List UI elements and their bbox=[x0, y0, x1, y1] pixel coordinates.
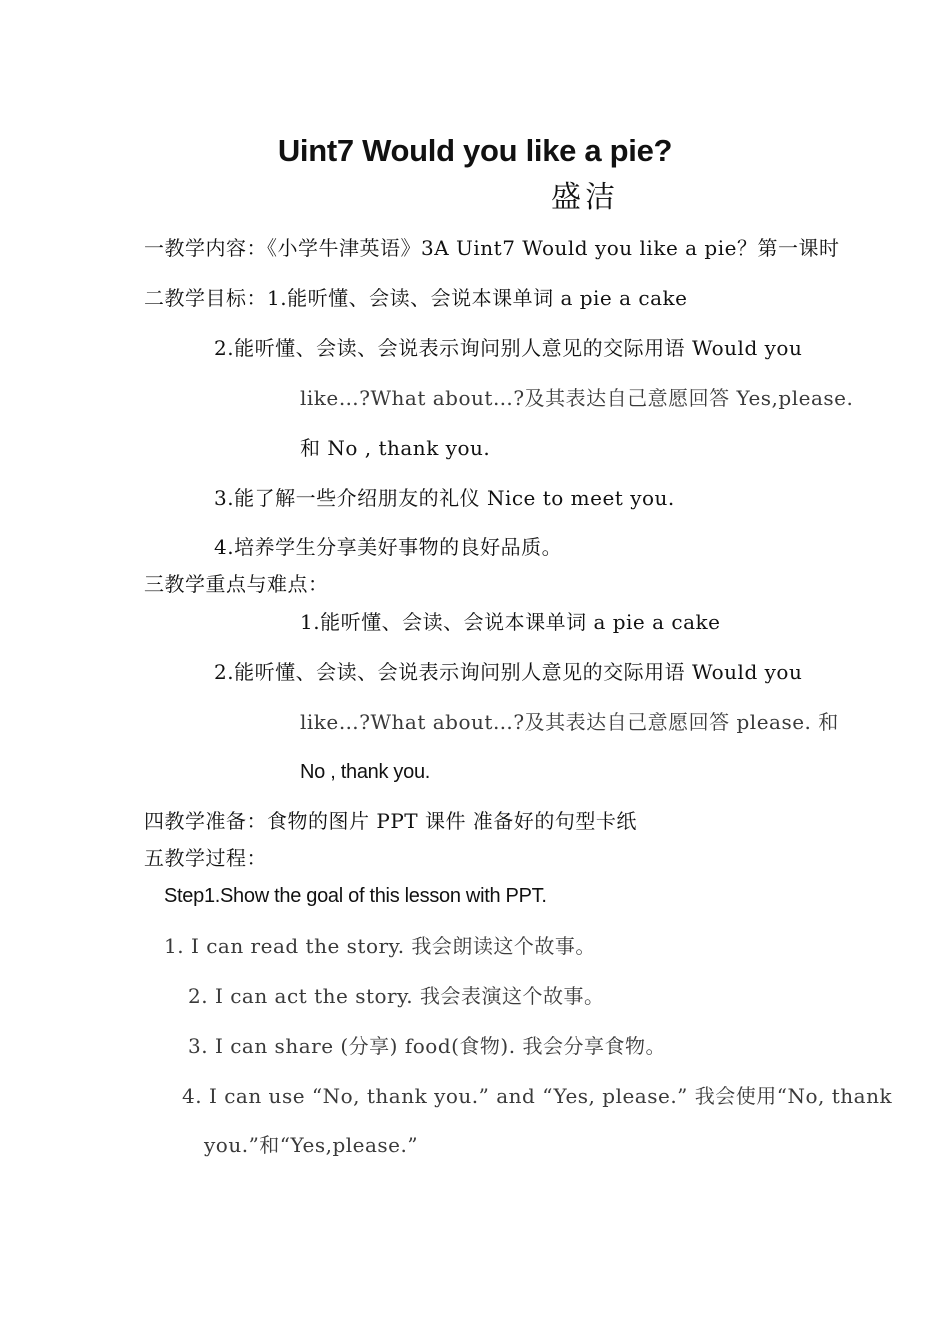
keypoint-1: 1.能听懂、会读、会说本课单词 a pie a cake bbox=[300, 610, 721, 634]
section-2-objectives: 二教学目标：1.能听懂、会读、会说本课单词 a pie a cake bbox=[144, 286, 688, 310]
section-3-keypoints: 三教学重点与难点： bbox=[144, 572, 329, 596]
document-title: Uint7 Would you like a pie? bbox=[277, 133, 673, 168]
section-5-process: 五教学过程： bbox=[144, 846, 267, 870]
goal-4-continued: you.”和“Yes,please.” bbox=[204, 1133, 419, 1157]
step-1: Step1.Show the goal of this lesson with PPT. bbox=[164, 885, 547, 907]
author-name: 盛洁 bbox=[551, 180, 619, 215]
goal-3: 3. I can share (分享) food(食物). 我会分享食物。 bbox=[188, 1034, 666, 1058]
objective-2-end: 和 No , thank you. bbox=[300, 436, 491, 460]
objective-4: 4.培养学生分享美好事物的良好品质。 bbox=[214, 535, 563, 559]
goal-4: 4. I can use “No, thank you.” and “Yes, please.” 我会使用“No, thank bbox=[182, 1084, 893, 1108]
keypoint-2: 2.能听懂、会读、会说表示询问别人意见的交际用语 Would you bbox=[214, 660, 803, 684]
section-4-preparation: 四教学准备：食物的图片 PPT 课件 准备好的句型卡纸 bbox=[144, 809, 637, 833]
goal-2: 2. I can act the story. 我会表演这个故事。 bbox=[188, 984, 605, 1008]
objective-3: 3.能了解一些介绍朋友的礼仪 Nice to meet you. bbox=[214, 486, 675, 510]
keypoint-2-continued: like…?What about…?及其表达自己意愿回答 please. 和 bbox=[300, 710, 839, 734]
keypoint-2-end: No , thank you. bbox=[300, 761, 431, 783]
objective-2: 2.能听懂、会读、会说表示询问别人意见的交际用语 Would you bbox=[214, 336, 803, 360]
objective-2-continued: like…?What about…?及其表达自己意愿回答 Yes,please. bbox=[300, 386, 854, 410]
goal-1: 1. I can read the story. 我会朗读这个故事。 bbox=[164, 934, 596, 958]
section-1-content: 一教学内容：《小学牛津英语》3A Uint7 Would you like a pie？第一课时 bbox=[144, 236, 840, 260]
